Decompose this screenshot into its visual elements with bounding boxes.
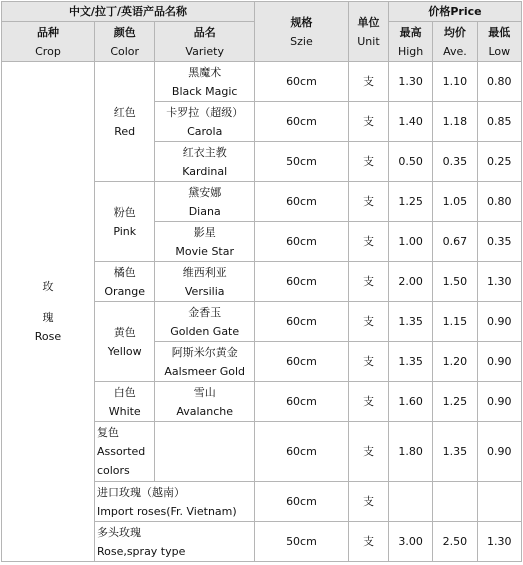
size-cell: 60cm: [254, 302, 348, 342]
ave-price-cell: 1.10: [433, 62, 477, 102]
size-cell: 60cm: [254, 102, 348, 142]
unit-cell: 支: [348, 482, 388, 522]
color-pink-cn: 粉色: [113, 205, 136, 219]
crop-cn-2: 瑰: [42, 311, 54, 324]
color-white-en: White: [108, 404, 141, 418]
variety-cn: 红衣主教: [182, 145, 227, 159]
low-price-cell-empty: [477, 482, 521, 522]
variety-cell: [155, 62, 254, 102]
variety-en: Avalanche: [176, 404, 234, 418]
variety-cell-empty: [155, 422, 254, 482]
color-red-cn: 红色: [113, 105, 136, 119]
low-price-cell: 0.35: [477, 222, 521, 262]
color-white-cn: 白色: [113, 385, 136, 399]
size-cell: 60cm: [254, 482, 348, 522]
size-cell: 60cm: [254, 62, 348, 102]
unit-header-en: Unit: [357, 34, 380, 48]
unit-cell: 支: [348, 102, 388, 142]
size-cell: 60cm: [254, 342, 348, 382]
low-price-cell: 0.80: [477, 182, 521, 222]
low-header: [477, 22, 521, 62]
ave-price-cell: 2.50: [433, 522, 477, 562]
variety-cell: [155, 342, 254, 382]
spray-line-1: 多头玫瑰: [96, 525, 141, 539]
variety-en: Kardinal: [182, 164, 228, 178]
size-header-cn: 规格: [290, 15, 313, 29]
variety-header: [155, 22, 254, 62]
assorted-line-1: 复色: [96, 426, 119, 439]
high-price-cell: 1.00: [388, 222, 432, 262]
crop-cn-1: 玫: [42, 280, 54, 293]
variety-header-cn: 品名: [193, 25, 216, 39]
color-cell-orange: [94, 262, 155, 302]
high-header: [388, 22, 432, 62]
import-line-2: Import roses(Fr. Vietnam): [96, 504, 237, 518]
variety-cell: [155, 262, 254, 302]
crop-cell: [2, 62, 95, 562]
high-price-cell: 1.35: [388, 302, 432, 342]
color-orange-en: Orange: [104, 284, 146, 298]
variety-cell: [155, 382, 254, 422]
size-cell: 50cm: [254, 522, 348, 562]
variety-en: Diana: [188, 204, 221, 218]
assorted-line-3: colors: [96, 464, 130, 477]
ave-price-cell: 1.50: [433, 262, 477, 302]
high-price-cell: 1.80: [388, 422, 432, 482]
low-price-cell: 0.90: [477, 382, 521, 422]
header-row-1: [2, 2, 522, 22]
low-price-cell: 0.85: [477, 102, 521, 142]
ave-price-cell: 1.25: [433, 382, 477, 422]
high-price-cell: 0.50: [388, 142, 432, 182]
price-header: 价格Price: [388, 2, 521, 22]
color-yellow-cn: 黄色: [113, 325, 136, 339]
color-cell-yellow: [94, 302, 155, 382]
high-price-cell: 1.60: [388, 382, 432, 422]
variety-cell: [155, 102, 254, 142]
unit-header-cn: 单位: [357, 15, 380, 29]
size-cell: 60cm: [254, 422, 348, 482]
unit-cell: 支: [348, 262, 388, 302]
ave-header: [433, 22, 477, 62]
product-name-header: 中文/拉丁/英语产品名称: [2, 2, 255, 22]
unit-cell: 支: [348, 142, 388, 182]
crop-header-en: Crop: [35, 44, 61, 58]
color-pink-en: Pink: [113, 224, 137, 238]
unit-cell: 支: [348, 422, 388, 482]
variety-cn: 雪山: [193, 385, 216, 399]
low-price-cell: 0.90: [477, 302, 521, 342]
variety-cn: 影星: [193, 225, 216, 239]
color-cell-white: [94, 382, 155, 422]
color-orange-cn: 橘色: [113, 265, 136, 279]
ave-price-cell: 1.15: [433, 302, 477, 342]
variety-cn: 金香玉: [188, 305, 222, 319]
ave-header-cn: 均价: [443, 25, 466, 39]
low-price-cell: 0.90: [477, 422, 521, 482]
high-price-cell-empty: [388, 482, 432, 522]
variety-header-en: Variety: [185, 44, 224, 58]
unit-cell: 支: [348, 342, 388, 382]
variety-en: Aalsmeer Gold: [164, 364, 246, 378]
low-price-cell: 0.90: [477, 342, 521, 382]
high-price-cell: 3.00: [388, 522, 432, 562]
variety-cn: 卡罗拉（超级）: [166, 105, 244, 119]
variety-en: Carola: [187, 124, 223, 138]
ave-price-cell: 0.67: [433, 222, 477, 262]
size-cell: 60cm: [254, 222, 348, 262]
color-cell-pink: [94, 182, 155, 262]
size-cell: 60cm: [254, 182, 348, 222]
size-header: [254, 2, 348, 62]
variety-en: Black Magic: [171, 84, 238, 98]
import-line-1: 进口玫瑰（越南）: [96, 485, 185, 499]
low-price-cell: 1.30: [477, 262, 521, 302]
import-name-cell: [94, 482, 254, 522]
ave-price-cell: 1.05: [433, 182, 477, 222]
variety-cn: 阿斯米尔黄金: [171, 345, 238, 359]
variety-cell: [155, 182, 254, 222]
variety-en: Movie Star: [175, 244, 234, 258]
high-price-cell: 1.25: [388, 182, 432, 222]
color-header-en: Color: [110, 44, 140, 58]
ave-price-cell: 1.20: [433, 342, 477, 382]
low-price-cell: 1.30: [477, 522, 521, 562]
variety-cell: [155, 142, 254, 182]
high-price-cell: 1.30: [388, 62, 432, 102]
price-table: [1, 1, 522, 562]
size-header-en: Szie: [290, 34, 313, 48]
color-yellow-en: Yellow: [107, 344, 142, 358]
variety-en: Golden Gate: [170, 324, 240, 338]
assorted-line-2: Assorted: [96, 445, 146, 458]
color-header: [94, 22, 155, 62]
high-price-cell: 1.40: [388, 102, 432, 142]
variety-cn: 维西利亚: [182, 265, 227, 279]
unit-cell: 支: [348, 62, 388, 102]
ave-price-cell: 1.35: [433, 422, 477, 482]
high-price-cell: 2.00: [388, 262, 432, 302]
assorted-color-cell: [94, 422, 155, 482]
low-price-cell: 0.80: [477, 62, 521, 102]
low-header-en: Low: [488, 44, 511, 58]
crop-header: [2, 22, 95, 62]
variety-cn: 黑魔术: [188, 65, 222, 79]
unit-cell: 支: [348, 382, 388, 422]
crop-spacer: [4, 296, 92, 308]
ave-price-cell: 1.18: [433, 102, 477, 142]
variety-cell: [155, 302, 254, 342]
unit-cell: 支: [348, 182, 388, 222]
low-price-cell: 0.25: [477, 142, 521, 182]
crop-header-cn: 品种: [36, 25, 59, 39]
variety-cell: [155, 222, 254, 262]
unit-cell: 支: [348, 222, 388, 262]
ave-price-cell-empty: [433, 482, 477, 522]
ave-price-cell: 0.35: [433, 142, 477, 182]
color-cell-red: [94, 62, 155, 182]
size-cell: 50cm: [254, 142, 348, 182]
color-header-cn: 颜色: [113, 25, 136, 39]
high-price-cell: 1.35: [388, 342, 432, 382]
crop-en: Rose: [34, 330, 62, 343]
ave-header-en: Ave.: [443, 44, 467, 58]
spray-name-cell: [94, 522, 254, 562]
variety-cn: 黛安娜: [188, 185, 222, 199]
size-cell: 60cm: [254, 262, 348, 302]
low-header-cn: 最低: [488, 25, 511, 39]
color-red-en: Red: [114, 124, 136, 138]
high-header-cn: 最高: [399, 25, 422, 39]
variety-en: Versilia: [184, 284, 225, 298]
high-header-en: High: [397, 44, 424, 58]
unit-cell: 支: [348, 302, 388, 342]
spray-line-2: Rose,spray type: [96, 544, 186, 558]
unit-header: [348, 2, 388, 62]
unit-cell: 支: [348, 522, 388, 562]
table-row: [2, 62, 522, 102]
size-cell: 60cm: [254, 382, 348, 422]
